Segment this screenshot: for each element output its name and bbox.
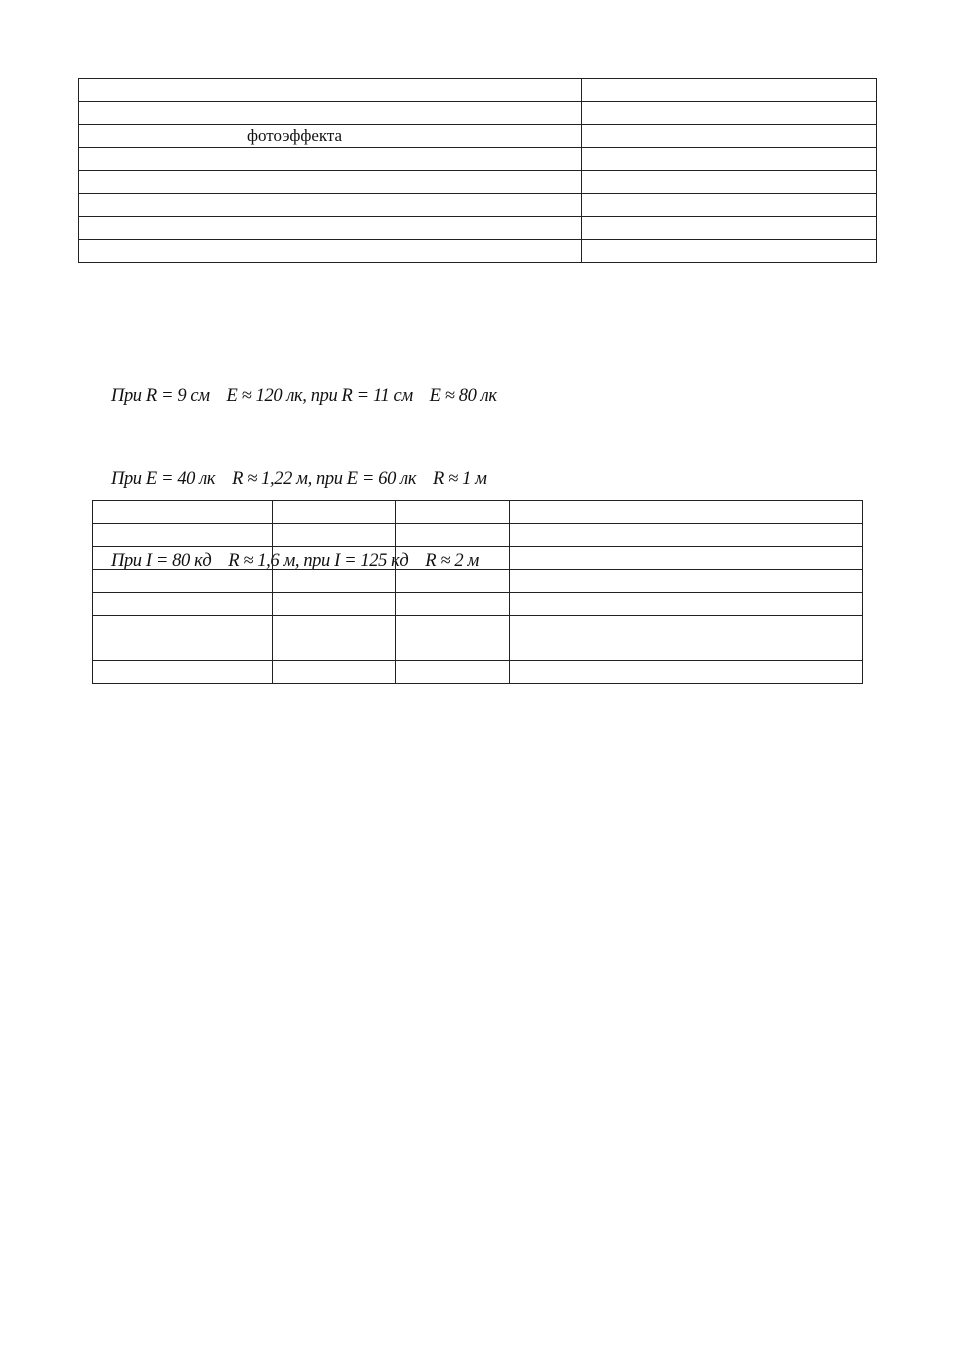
table-row xyxy=(79,79,877,102)
table-row xyxy=(93,616,863,661)
table-cell xyxy=(582,217,877,240)
formula-line: При E = 40 лк R ≈ 1,22 м, при E = 60 лк R ≈ 1 м xyxy=(111,468,487,489)
table-cell xyxy=(93,570,273,593)
table-cell xyxy=(273,501,396,524)
table-cell xyxy=(510,593,863,616)
table-cell xyxy=(79,148,582,171)
table-cell xyxy=(273,661,396,684)
table-cell xyxy=(93,547,273,570)
table-cell xyxy=(510,547,863,570)
table-cell xyxy=(93,661,273,684)
table-cell xyxy=(273,616,396,661)
table-cell xyxy=(396,524,510,547)
formula-line: При I = 80 кд R ≈ 1,6 м, при I = 125 кд R ≈ 2 м xyxy=(111,551,479,571)
formula-line: При R = 9 см E ≈ 120 лк, при R = 11 см E ≈ 80 лк xyxy=(111,386,497,406)
table-row xyxy=(93,501,863,524)
table-row xyxy=(93,524,863,547)
table-cell xyxy=(79,194,582,217)
table-cell xyxy=(582,79,877,102)
table-cell xyxy=(93,524,273,547)
table-cell xyxy=(93,593,273,616)
table-cell xyxy=(273,570,396,593)
table-cell xyxy=(582,194,877,217)
table-cell xyxy=(510,501,863,524)
table-cell xyxy=(396,593,510,616)
table-cell xyxy=(79,102,582,125)
table-row xyxy=(79,194,877,217)
table-cell xyxy=(510,524,863,547)
table-cell xyxy=(582,240,877,263)
table-cell xyxy=(510,661,863,684)
table-cell xyxy=(79,240,582,263)
table-cell xyxy=(79,79,582,102)
bottom-table xyxy=(92,500,863,684)
table-row xyxy=(79,148,877,171)
top-table xyxy=(78,78,877,263)
table-cell xyxy=(93,616,273,661)
table-row xyxy=(79,171,877,194)
table-cell xyxy=(273,547,396,570)
table-cell xyxy=(396,570,510,593)
table-row xyxy=(93,661,863,684)
table-cell xyxy=(396,501,510,524)
table-row xyxy=(93,570,863,593)
table-cell xyxy=(510,616,863,661)
table-cell xyxy=(79,217,582,240)
table-row xyxy=(79,102,877,125)
table-cell xyxy=(582,125,877,148)
table-cell xyxy=(582,148,877,171)
table-cell xyxy=(396,661,510,684)
table-cell xyxy=(582,102,877,125)
table-cell xyxy=(79,171,582,194)
table-row xyxy=(93,593,863,616)
table-row xyxy=(79,217,877,240)
table-row xyxy=(79,240,877,263)
table-cell xyxy=(396,547,510,570)
table-cell xyxy=(273,524,396,547)
table-row xyxy=(93,547,863,570)
table-cell xyxy=(273,593,396,616)
table-row xyxy=(79,125,877,148)
table-cell xyxy=(582,171,877,194)
table-cell xyxy=(396,616,510,661)
table-cell xyxy=(93,501,273,524)
table-cell xyxy=(510,570,863,593)
table-cell-photoeffect: фотоэффекта xyxy=(79,125,582,148)
